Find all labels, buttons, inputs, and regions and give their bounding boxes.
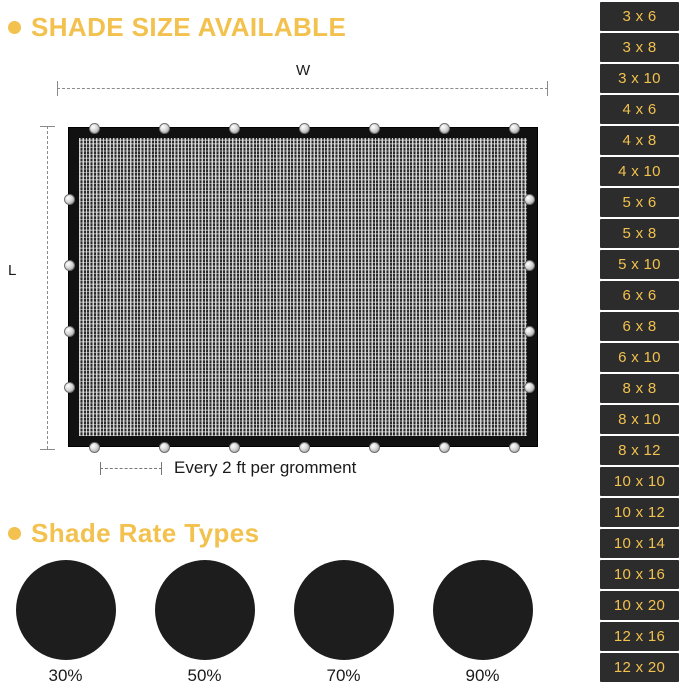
shade-cloth-diagram	[0, 55, 600, 505]
grommet	[524, 194, 535, 205]
shade-rate-label: 70%	[326, 666, 361, 685]
size-chip[interactable]: 3 x 8	[600, 33, 679, 62]
size-chip[interactable]: 8 x 8	[600, 374, 679, 403]
grommet	[89, 123, 100, 134]
shade-rate-heading-label: Shade Rate Types	[31, 518, 260, 548]
grommet	[439, 123, 450, 134]
bullet-dot-icon	[8, 21, 21, 34]
width-dimension-line	[57, 88, 548, 90]
size-chip[interactable]: 10 x 14	[600, 529, 679, 558]
grommet	[439, 442, 450, 453]
shade-rate-label: 50%	[187, 666, 222, 685]
spacing-bracket-icon	[100, 462, 162, 474]
grommet	[229, 442, 240, 453]
size-chip[interactable]: 6 x 10	[600, 343, 679, 372]
grommet	[299, 442, 310, 453]
grommet	[159, 123, 170, 134]
shade-cloth-mesh-texture	[79, 138, 527, 436]
grommet-spacing-note	[100, 458, 356, 478]
grommet	[159, 442, 170, 453]
size-chip[interactable]: 12 x 16	[600, 622, 679, 651]
size-chip[interactable]: 3 x 6	[600, 2, 679, 31]
shade-size-heading	[8, 12, 346, 43]
shade-rate-list	[14, 560, 574, 695]
grommet	[524, 260, 535, 271]
grommet	[509, 123, 520, 134]
width-dimension-label: W	[296, 62, 311, 79]
grommet	[64, 326, 75, 337]
available-sizes-list	[600, 0, 679, 698]
grommet	[369, 442, 380, 453]
shade-90-swatch-icon	[433, 560, 533, 660]
shade-50-swatch-icon	[155, 560, 255, 660]
shade-rate-heading	[8, 518, 259, 549]
size-chip[interactable]: 4 x 10	[600, 157, 679, 186]
width-dimension-cap-left	[57, 81, 58, 96]
size-chip[interactable]: 6 x 8	[600, 312, 679, 341]
grommet	[509, 442, 520, 453]
grommet	[64, 194, 75, 205]
size-chip[interactable]: 10 x 20	[600, 591, 679, 620]
size-chip[interactable]: 4 x 8	[600, 126, 679, 155]
size-chip[interactable]: 5 x 10	[600, 250, 679, 279]
size-chip[interactable]: 10 x 10	[600, 467, 679, 496]
grommet	[89, 442, 100, 453]
shade-cloth-panel	[68, 127, 538, 447]
size-chip[interactable]: 6 x 6	[600, 281, 679, 310]
shade-30-swatch-icon	[16, 560, 116, 660]
shade-rate-item	[292, 560, 395, 695]
size-chip[interactable]: 5 x 8	[600, 219, 679, 248]
size-chip[interactable]: 10 x 12	[600, 498, 679, 527]
width-dimension-cap-right	[547, 81, 548, 96]
shade-rate-item	[14, 560, 117, 695]
grommet	[64, 260, 75, 271]
size-chip[interactable]: 10 x 16	[600, 560, 679, 589]
size-chip[interactable]: 4 x 6	[600, 95, 679, 124]
grommet	[229, 123, 240, 134]
length-dimension-line	[47, 126, 49, 449]
shade-rate-item	[431, 560, 534, 695]
size-chip[interactable]: 8 x 12	[600, 436, 679, 465]
grommet	[299, 123, 310, 134]
length-dimension-label: L	[8, 262, 17, 279]
shade-rate-label: 90%	[465, 666, 500, 685]
grommet	[524, 382, 535, 393]
size-chip[interactable]: 12 x 20	[600, 653, 679, 682]
shade-rate-label: 30%	[48, 666, 83, 685]
length-dimension-cap-top	[40, 126, 55, 127]
length-dimension-cap-bottom	[40, 449, 55, 450]
grommet-spacing-label: Every 2 ft per gromment	[174, 458, 357, 477]
shade-70-swatch-icon	[294, 560, 394, 660]
size-chip[interactable]: 5 x 6	[600, 188, 679, 217]
grommet	[369, 123, 380, 134]
grommet	[524, 326, 535, 337]
shade-size-heading-label: SHADE SIZE AVAILABLE	[31, 12, 347, 42]
shade-rate-item	[153, 560, 256, 695]
grommet	[64, 382, 75, 393]
size-chip[interactable]: 3 x 10	[600, 64, 679, 93]
bullet-dot-icon	[8, 527, 21, 540]
size-chip[interactable]: 8 x 10	[600, 405, 679, 434]
